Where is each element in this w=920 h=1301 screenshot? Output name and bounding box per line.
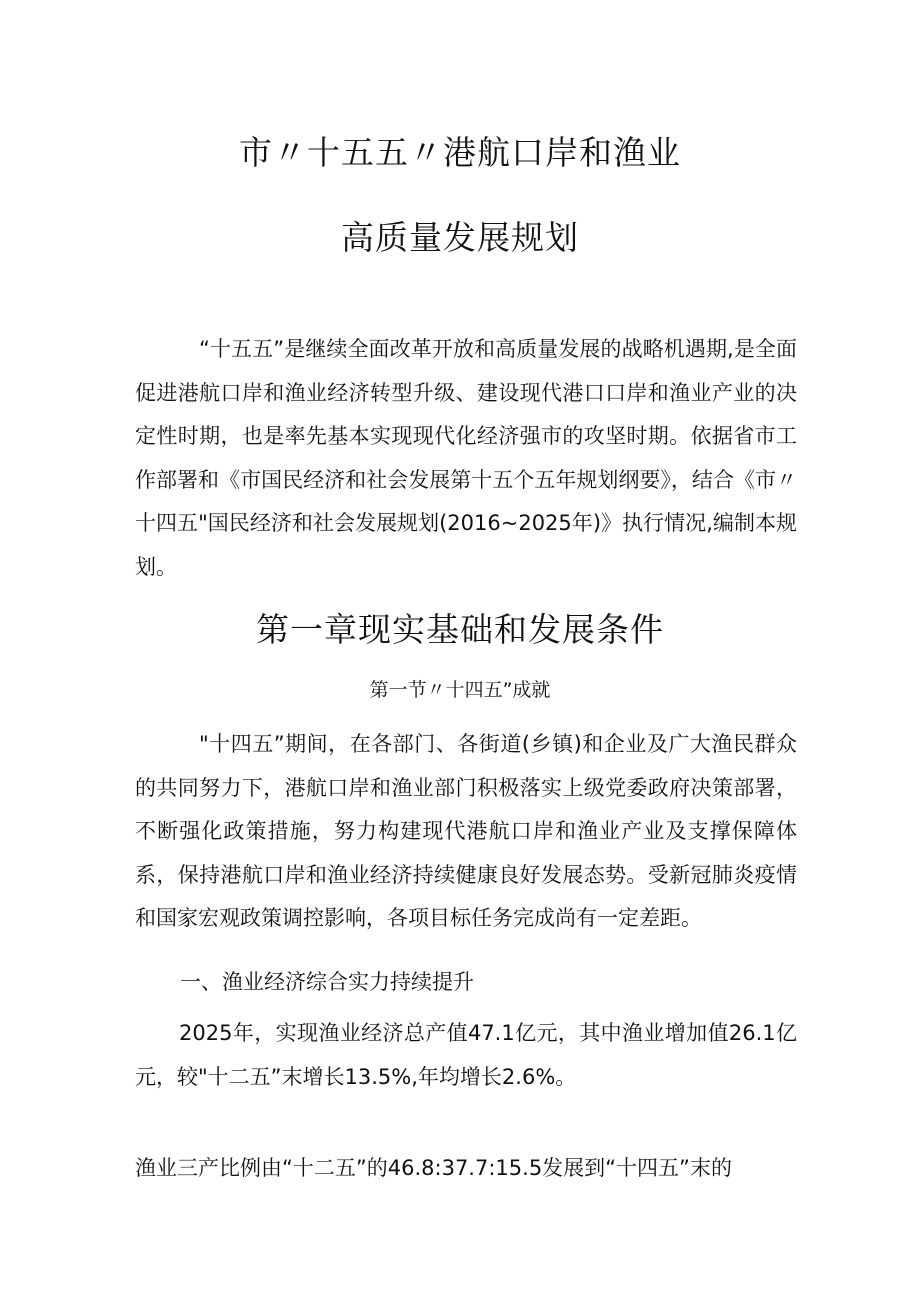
achievements-paragraph-text: "十四五”期间，在各部门、各街道(乡镇)和企业及广大渔民群众的共同努力下，港航口岸和渔业部门积极落实上级党委政府决策部署，不断强化政策措施，努力构建现代港航口岸和渔业产业及支撑保障体系，保持港航口岸和渔业经济持续健康良好发展态势。受新冠肺炎疫情和国家宏观政策调控影响，各项目标任务完成尚有一定差距。: [135, 732, 797, 930]
ratio-line: 渔业三产比例由“十二五”的46.8:37.7:15.5发展到“十四五”末的: [135, 1156, 732, 1180]
document-title-line-1: 市〃十五五〃港航口岸和渔业: [239, 133, 681, 172]
economy-paragraph-text: 2025年，实现渔业经济总产值47.1亿元，其中渔业增加值26.1亿元，较"十二五”末增长13.5%,年均增长2.6%。: [135, 1021, 797, 1089]
achievements-paragraph: [135, 723, 797, 941]
section-title: 第一节〃十四五”成就: [369, 679, 551, 701]
subsection-title: 一、渔业经济综合实力持续提升: [180, 970, 474, 994]
intro-paragraph-text: “十五五”是继续全面改革开放和高质量发展的战略机遇期,是全面促进港航口岸和渔业经济转型升级、建设现代港口口岸和渔业产业的决定性时期，也是率先基本实现现代化经济强市的攻坚时期。依据省市工作部署和《市国民经济和社会发展第十五个五年规划纲要》，结合《市〃十四五"国民经济和社会发展规划(2016~2025年)》执行情况,编制本规划。: [135, 337, 797, 579]
chapter-title: 第一章现实基础和发展条件: [256, 610, 664, 649]
intro-paragraph: [135, 328, 797, 589]
economy-paragraph: [135, 1012, 797, 1099]
document-title-line-2: 高质量发展规划: [341, 218, 579, 257]
